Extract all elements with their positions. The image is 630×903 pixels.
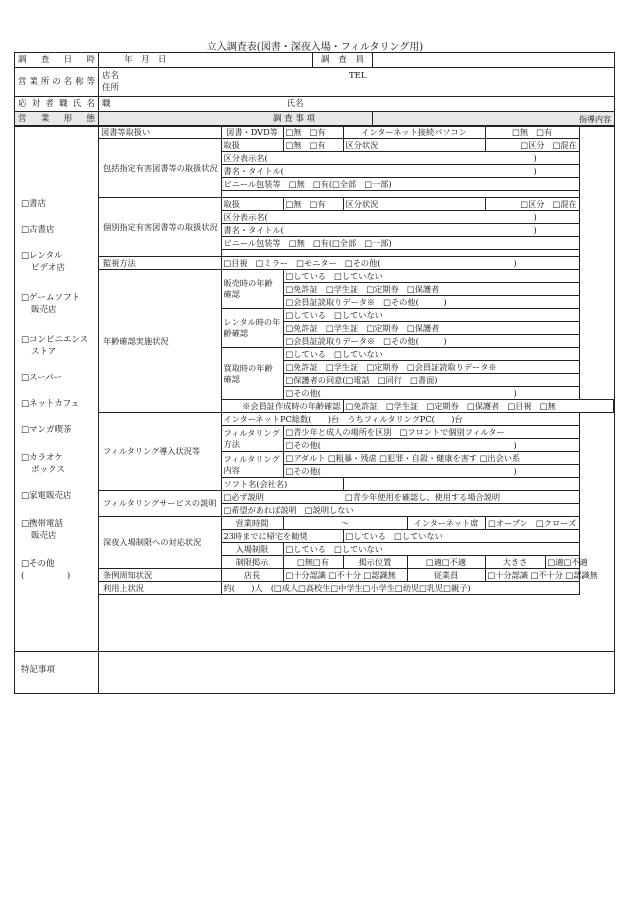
kubun-name-2[interactable]: 区分表示名( ) xyxy=(221,211,579,224)
buy-guardian[interactable]: □保護者の同意(□電話 □同行 □書面) xyxy=(283,374,579,387)
type-mobile-2: 販売店 xyxy=(31,531,57,541)
type-electronics[interactable]: □家電販売店 xyxy=(21,491,72,501)
sign-pos-check[interactable]: □適□不適 xyxy=(407,556,485,569)
spacer-1 xyxy=(221,191,579,198)
books-dvd-label: 図書・DVD等 xyxy=(221,126,283,139)
notes-box[interactable] xyxy=(14,652,615,694)
date-value[interactable]: 年 月 日 xyxy=(99,53,313,68)
book-title-2[interactable]: 書名・タイトル( ) xyxy=(221,224,579,237)
type-rental[interactable]: □レンタル xyxy=(21,251,63,261)
buy-doing[interactable]: □している □していない xyxy=(283,348,579,361)
sign-check[interactable]: □無□有 xyxy=(283,556,343,569)
kubun-check-2[interactable]: □区分 □混在 xyxy=(485,198,579,211)
respondent-label: 応対者職氏名 xyxy=(15,97,99,112)
type-game-2: 販売店 xyxy=(31,305,57,315)
filter-label: フィルタリング導入状況等 xyxy=(99,413,221,491)
size-label: 大きさ xyxy=(485,556,545,569)
respondent-field[interactable]: 職 氏名 xyxy=(99,97,615,112)
manager-check[interactable]: □十分認識 □不十分 □認識無 xyxy=(283,569,407,582)
comprehensive-label: 包括指定有害図書等の取扱状況 xyxy=(99,139,221,198)
entry-check[interactable]: □している □していない xyxy=(283,543,579,556)
notes-label: 特記事項 xyxy=(15,652,99,693)
survey-items-header: 調 査 事 項 xyxy=(99,112,373,127)
fs-check-1[interactable]: □必ず説明 xyxy=(221,491,343,504)
filter-content-check[interactable]: □アダルト □粗暴・残虐 □犯罪・自殺・健康を害す □出会い系 xyxy=(283,452,579,465)
sale-doing[interactable]: □している □していない xyxy=(283,270,579,283)
usage-label: 利用上状況 xyxy=(99,582,221,595)
fs-check-3[interactable]: □希望があれば説明 □説明しない xyxy=(221,504,579,517)
vinyl-1[interactable]: ビニール包装等 □無 □有(□全部 □一部) xyxy=(221,178,579,191)
inet-seat-check[interactable]: □オープン □クローズ xyxy=(485,517,579,530)
monitor-label: 監視方法 xyxy=(99,257,221,270)
buy-ids[interactable]: □免許証 □学生証 □定期券 □会員証読取りデータ※ xyxy=(283,361,579,374)
inet-pc-label: インターネット接続パソコン xyxy=(343,126,485,139)
type-rental-2: ビデオ店 xyxy=(31,263,65,273)
survey-items xyxy=(99,126,614,651)
handle-check-2[interactable]: □無 □有 xyxy=(283,198,343,211)
usage-check[interactable]: 約( )人 (□成人□高校生□中学生□小学生□幼児□乳児□親子) xyxy=(221,582,579,595)
books-dvd-check[interactable]: □無 □有 xyxy=(283,126,343,139)
age-label: 年齢確認実施状況 xyxy=(99,270,221,413)
night-label: 深夜入場制限への対応状況 xyxy=(99,517,221,569)
monitor-check[interactable]: □目視 □ミラー □モニター □その他( ) xyxy=(221,257,579,270)
inet-seat-label: インターネット席 xyxy=(407,517,485,530)
soft-label: ソフト名(会社名) xyxy=(221,478,343,491)
page-title: 立入調査表(図書・深夜入場・フィルタリング用) xyxy=(206,42,424,53)
vinyl-2[interactable]: ビニール包装等 □無 □有(□全部 □一部) xyxy=(221,237,579,250)
handle-label-1: 取扱 xyxy=(221,139,283,152)
books-label: 図書等取扱い xyxy=(99,126,221,139)
handle-check-1[interactable]: □無 □有 xyxy=(283,139,343,152)
staff-label: 従業員 xyxy=(407,569,485,582)
filter-method-check[interactable]: □青少年と成人の場所を区別 □フロントで個別フィルター xyxy=(283,426,579,439)
type-netcafe[interactable]: □ネットカフェ xyxy=(21,399,80,409)
date-label: 調 査 日 時 xyxy=(15,53,99,68)
type-other[interactable]: □その他 xyxy=(21,559,55,569)
sign-label: 制限掲示 xyxy=(221,556,283,569)
guidance-header: 指導内容 xyxy=(373,112,615,127)
rent-ids[interactable]: □免許証 □学生証 □定期券 □保護者 xyxy=(283,322,579,335)
fs-check-2[interactable]: □青少年使用を確認し、使用する場合説明 xyxy=(343,491,579,504)
filter-method-label: フィルタリング方法 xyxy=(221,426,283,452)
rent-age-label: レンタル時の年齢確認 xyxy=(221,309,283,348)
type-supermarket[interactable]: □スーパー xyxy=(21,373,63,383)
name-label: 営業所の名称等 xyxy=(15,68,99,97)
manager-label: 店長 xyxy=(221,569,283,582)
business-type-column xyxy=(15,126,99,651)
member-note: ※会員証作成時の年齢確認 xyxy=(221,400,343,413)
staff-check[interactable]: □十分認識 □不十分 □認識無 xyxy=(485,569,579,582)
buy-age-label: 買取時の年齢確認 xyxy=(221,348,283,400)
survey-body xyxy=(14,125,615,652)
book-title-1[interactable]: 書名・タイトル( ) xyxy=(221,165,579,178)
type-karaoke-2: ボックス xyxy=(31,465,65,475)
kubun-name-1[interactable]: 区分表示名( ) xyxy=(221,152,579,165)
type-used-bookstore[interactable]: □古書店 xyxy=(21,225,55,235)
inspector-label: 調 査 員 xyxy=(313,53,373,68)
type-mobile[interactable]: □携帯電話 xyxy=(21,519,64,529)
individual-label: 個別指定有害図書等の取扱状況 xyxy=(99,198,221,257)
fs-label: フィルタリングサービスの説明 xyxy=(99,491,221,517)
filter-content-label: フィルタリング内容 xyxy=(221,452,283,478)
kubun-check-1[interactable]: □区分 □混在 xyxy=(485,139,579,152)
type-karaoke[interactable]: □カラオケ xyxy=(21,453,63,463)
spacer-2 xyxy=(221,250,579,257)
inet-pc-count[interactable]: インターネットPC総数( )台 うちフィルタリングPC( )台 xyxy=(221,413,579,426)
type-other-blank: ( ) xyxy=(21,571,71,581)
rent-ids2[interactable]: □会員証読取りデータ※ □その他( ) xyxy=(283,335,579,348)
sale-ids2[interactable]: □会員証読取りデータ※ □その他( ) xyxy=(283,296,579,309)
inet-pc-check[interactable]: □無 □有 xyxy=(485,126,579,139)
hours-field[interactable]: 〜 xyxy=(283,517,407,530)
member-check[interactable]: □免許証 □学生証 □定期券 □保護者 □目視 □無 xyxy=(343,400,614,413)
type-convenience[interactable]: □コンビニエンス xyxy=(21,335,89,345)
sale-ids[interactable]: □免許証 □学生証 □定期券 □保護者 xyxy=(283,283,579,296)
soft-field[interactable] xyxy=(343,478,579,491)
filter-content-other[interactable]: □その他( ) xyxy=(283,465,579,478)
handle-label-2: 取扱 xyxy=(221,198,283,211)
buy-other[interactable]: □その他( ) xyxy=(283,387,579,400)
type-bookstore[interactable]: □書店 xyxy=(21,199,47,209)
store-field[interactable]: 店名 TEL 住所 xyxy=(99,68,615,97)
kubun-label-1: 区分状況 xyxy=(343,139,485,152)
type-convenience-2: ストア xyxy=(31,347,57,357)
hours-label: 営業時間 xyxy=(221,517,283,530)
ord-label: 条例周知状況 xyxy=(99,569,221,582)
size-check[interactable]: □適□不適 xyxy=(545,556,579,569)
type-manga-cafe[interactable]: □マンガ喫茶 xyxy=(21,425,72,435)
rent-doing[interactable]: □している □していない xyxy=(283,309,579,322)
kubun-label-2: 区分状況 xyxy=(343,198,485,211)
sale-age-label: 販売時の年齢確認 xyxy=(221,270,283,309)
type-game[interactable]: □ゲームソフト xyxy=(21,293,81,303)
filter-method-other[interactable]: □その他( ) xyxy=(283,439,579,452)
inspector-field[interactable] xyxy=(373,53,615,68)
entry-label: 入場制限 xyxy=(221,543,283,556)
business-type-header: 営 業 形 態 xyxy=(15,112,99,127)
till23-label: 23時までに帰宅を勧奨 xyxy=(221,530,343,543)
header-block xyxy=(14,52,615,127)
till23-check[interactable]: □している □していない xyxy=(343,530,579,543)
sign-pos-label: 掲示位置 xyxy=(343,556,407,569)
